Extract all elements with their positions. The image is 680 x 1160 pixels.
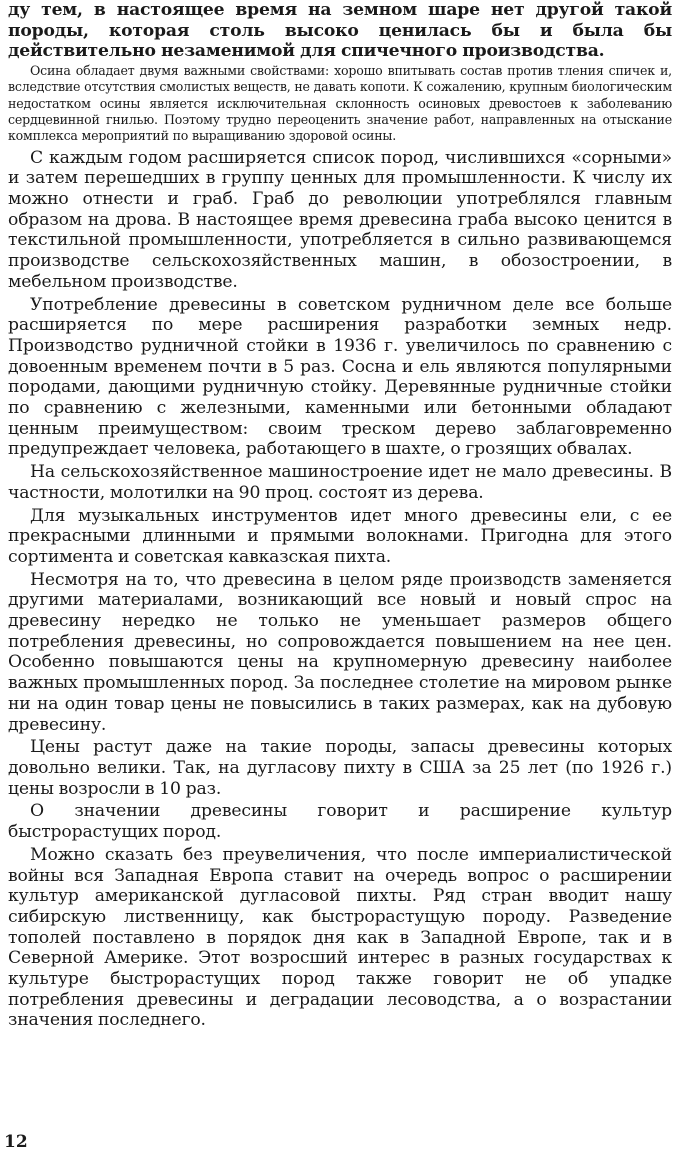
book-page bbox=[8, 0, 672, 1031]
hornbeam-paragraph: С каждым годом расширяется список пород, числившихся «сорными» и затем перешедших в группу ценных для промышленности. К числу их можно отнести и граб. Граб до революции употреблялся главным образом на дрова. В настоящее время древесина граба высоко ценится в текстильной промышленности, употребляется в сильно развивающемся производстве сельскохозяйственных машин, в обозостроении, в мебельном производстве. bbox=[8, 147, 672, 292]
aspen-note-paragraph: Осина обладает двумя важными свойствами: хорошо впитывать состав против тления спичек и, вследствие отсутствия смолистых веществ, не давать копоти. К сожалению, крупным биологическим недостатком осины является исключительная склонность осиновых древостоев к заболеванию сердцевинной гнилью. Поэтому трудно переоценить значение работ, направленных на отыскание комплекса мероприятий по выращиванию здоровой осины. bbox=[8, 63, 672, 144]
continued-paragraph: ду тем, в настоящее время на земном шаре нет другой такой породы, которая столь высоко ценилась бы и была бы действительно незаменимой для спичечного производства. bbox=[8, 0, 672, 62]
mining-paragraph: Употребление древесины в советском рудничном деле все больше расширяется по мере расширения разработки земных недр. Производство рудничной стойки в 1936 г. увеличилось по сравнению с довоенным временем почти в 5 раз. Сосна и ель являются популярными породами, дающими рудничную стойку. Деревянные рудничные стойки по сравнению с железными, каменными или бетонными обладают ценным преимуществом: своим треском дерево заблаговременно предупреждает человека, работающего в шахте, о грозящих обвалах. bbox=[8, 294, 672, 460]
wood-prices-paragraph: Несмотря на то, что древесина в целом ряде производств заменяется другими материалами, возникающий все новый и новый спрос на древесину нередко не только не уменьшает размеров общего потребления древесины, но сопровождается повышением на нее цен. Особенно повышаются цены на крупномерную древесину наиболее важных промышленных пород. За последнее столетие на мировом рынке ни на один товар цены не повысились в таких размерах, как на дубовую древесину. bbox=[8, 569, 672, 735]
fast-growing-paragraph: О значении древесины говорит и расширение культур быстрорастущих пород. bbox=[8, 801, 672, 843]
europe-cultures-paragraph: Можно сказать без преувеличения, что после империалистической войны вся Западная Европа ставит на очередь вопрос о расширении культур американской дугласовой пихты. Ряд стран вводит нашу сибирскую лиственницу, как быстрорастущую породу. Разведение тополей поставлено в порядок дня как в Западной Европе, так и в Северной Америке. Этот возросший интерес в разных государствах к культуре быстрорастущих пород также говорит не об упадке потребления древесины и деградации лесоводства, а о возрастании значения последнего. bbox=[8, 844, 672, 1031]
douglas-fir-paragraph: Цены растут даже на такие породы, запасы древесины которых довольно велики. Так, на дугласову пихту в США за 25 лет (по 1926 г.) цены возросли в 10 раз. bbox=[8, 737, 672, 799]
musical-instruments-paragraph: Для музыкальных инструментов идет много древесины ели, с ее прекрасными длинными и прямыми волокнами. Пригодна для этого сортимента и советская кавказская пихта. bbox=[8, 505, 672, 567]
agricultural-machinery-paragraph: На сельскохозяйственное машиностроение идет не мало древесины. В частности, молотилки на 90 проц. состоят из дерева. bbox=[8, 462, 672, 503]
page-number: 12 bbox=[4, 1132, 28, 1152]
